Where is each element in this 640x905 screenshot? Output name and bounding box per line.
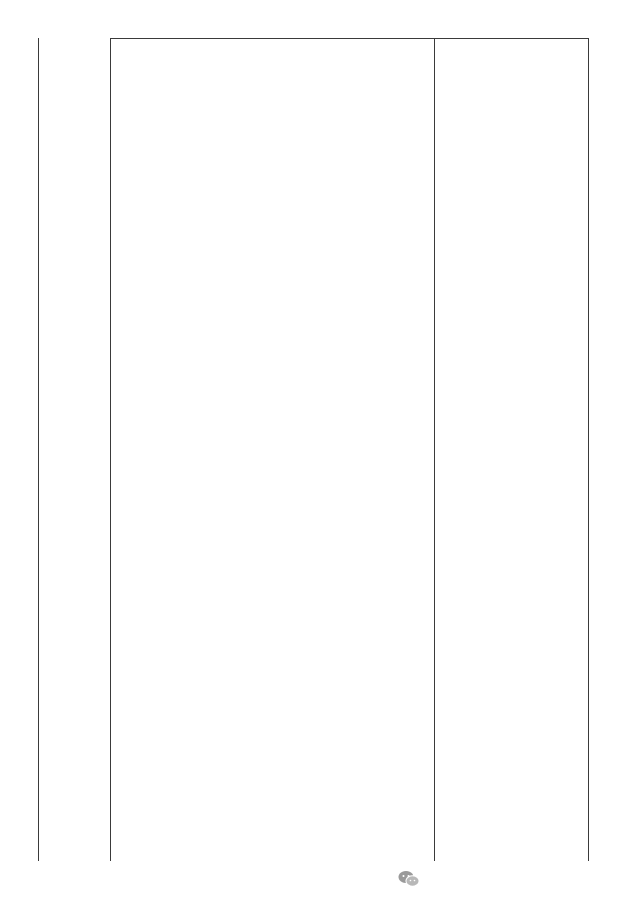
- table-right-border: [588, 38, 589, 861]
- watermark: [398, 866, 426, 892]
- wechat-icon: [398, 870, 420, 888]
- contact-table: [38, 38, 589, 861]
- table-top-border: [110, 38, 589, 39]
- column-divider-city: [110, 38, 111, 861]
- table-left-border: [38, 38, 39, 861]
- column-divider-phone: [434, 38, 435, 861]
